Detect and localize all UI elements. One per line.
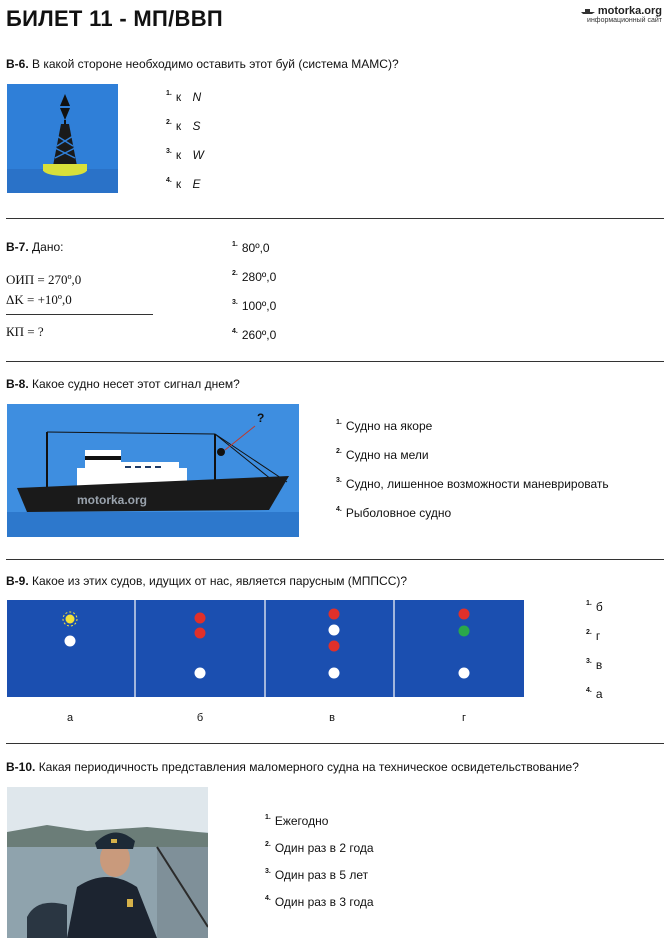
q7-options [232, 241, 276, 357]
question-number: В-7. [6, 240, 29, 254]
site-subtitle: информационный сайт [587, 17, 662, 24]
q9-options [586, 600, 603, 716]
q8-options [336, 419, 609, 535]
answer-option[interactable]: $^{1.}$ 80º,0 [232, 241, 270, 255]
question-number: В-8. [6, 377, 29, 391]
vessel-picture [7, 404, 299, 537]
answer-option[interactable]: $^{2.}$ Судно на мели [336, 448, 429, 462]
question-9 [6, 574, 407, 588]
question-text: Какое судно несет этот сигнал днем? [32, 377, 240, 391]
question-text: В какой стороне необходимо оставить этот буй (система МАМС)? [32, 57, 399, 71]
answer-option[interactable]: $^{3.}$ Один раз в 5 лет [265, 868, 369, 882]
boat-logo-icon [580, 7, 596, 15]
answer-option[interactable]: $^{1.}$ б [586, 600, 603, 614]
question-10 [6, 760, 579, 774]
divider [6, 218, 664, 219]
divider [6, 559, 664, 560]
answer-option[interactable]: $^{3.}$ к W [166, 148, 204, 162]
answer-option[interactable]: $^{2.}$ к S [166, 119, 201, 133]
answer-option[interactable]: $^{4.}$ Один раз в 3 года [265, 895, 374, 909]
question-number: В-10. [6, 760, 36, 774]
given-oip: ОИП = 270º,0 [6, 272, 82, 287]
answer-option[interactable]: $^{2.}$ Один раз в 2 года [265, 841, 374, 855]
answer-option[interactable]: $^{1.}$ Ежегодно [265, 814, 329, 828]
navigation-lights-icon [7, 600, 524, 697]
cardinal-buoy-icon [7, 84, 118, 193]
answer-option[interactable]: $^{3.}$ Судно, лишенное возможности маневрировать [336, 477, 609, 491]
answer-option[interactable]: $^{4.}$ к E [166, 177, 201, 191]
answer-option[interactable]: $^{3.}$ 100º,0 [232, 299, 277, 313]
signal-mark: ? [257, 411, 265, 425]
panel-label-v: в [329, 712, 335, 724]
fraction-line [6, 314, 153, 315]
divider [6, 743, 664, 744]
answer-option[interactable]: $^{1.}$ к N [166, 90, 202, 104]
question-text: Дано: [32, 240, 64, 254]
watermark-text: motorka.org [77, 493, 148, 507]
answer-option[interactable]: $^{3.}$ в [586, 658, 603, 672]
lights-panels [7, 600, 524, 697]
inspector-photo [7, 787, 208, 938]
question-8 [6, 377, 240, 391]
divider [6, 361, 664, 362]
buoy-picture [7, 84, 118, 193]
q6-options [166, 90, 204, 206]
ticket-title: БИЛЕТ 11 - МП/ВВП [6, 6, 224, 31]
site-brand[interactable] [580, 6, 662, 26]
question-number: В-9. [6, 574, 29, 588]
answer-option[interactable]: $^{4.}$ Рыболовное судно [336, 506, 452, 520]
given-delta-k: ΔK = +10º,0 [6, 292, 72, 307]
q10-options [265, 814, 374, 922]
panel-label-a: а [66, 712, 74, 724]
answer-option[interactable]: $^{1.}$ Судно на якоре [336, 419, 433, 433]
inspector-photo-icon [7, 787, 208, 938]
answer-option[interactable]: $^{2.}$ 280º,0 [232, 270, 277, 284]
question-text: Какое из этих судов, идущих от нас, является парусным (МППСС)? [32, 574, 408, 588]
answer-option[interactable]: $^{4.}$ а [586, 687, 603, 701]
question-7 [6, 240, 63, 254]
answer-option[interactable]: $^{2.}$ г [586, 629, 601, 643]
ask-kp: КП = ? [6, 324, 44, 339]
panel-label-b: б [196, 712, 204, 724]
question-number: В-6. [6, 57, 29, 71]
site-name: motorka.org [597, 5, 662, 17]
vessel-signal-icon [7, 404, 299, 537]
question-text: Какая периодичность представления маломерного судна на техническое освидетельствование? [38, 760, 579, 774]
question-6 [6, 57, 399, 71]
panel-label-g: г [461, 712, 466, 724]
answer-option[interactable]: $^{4.}$ 260º,0 [232, 328, 277, 342]
